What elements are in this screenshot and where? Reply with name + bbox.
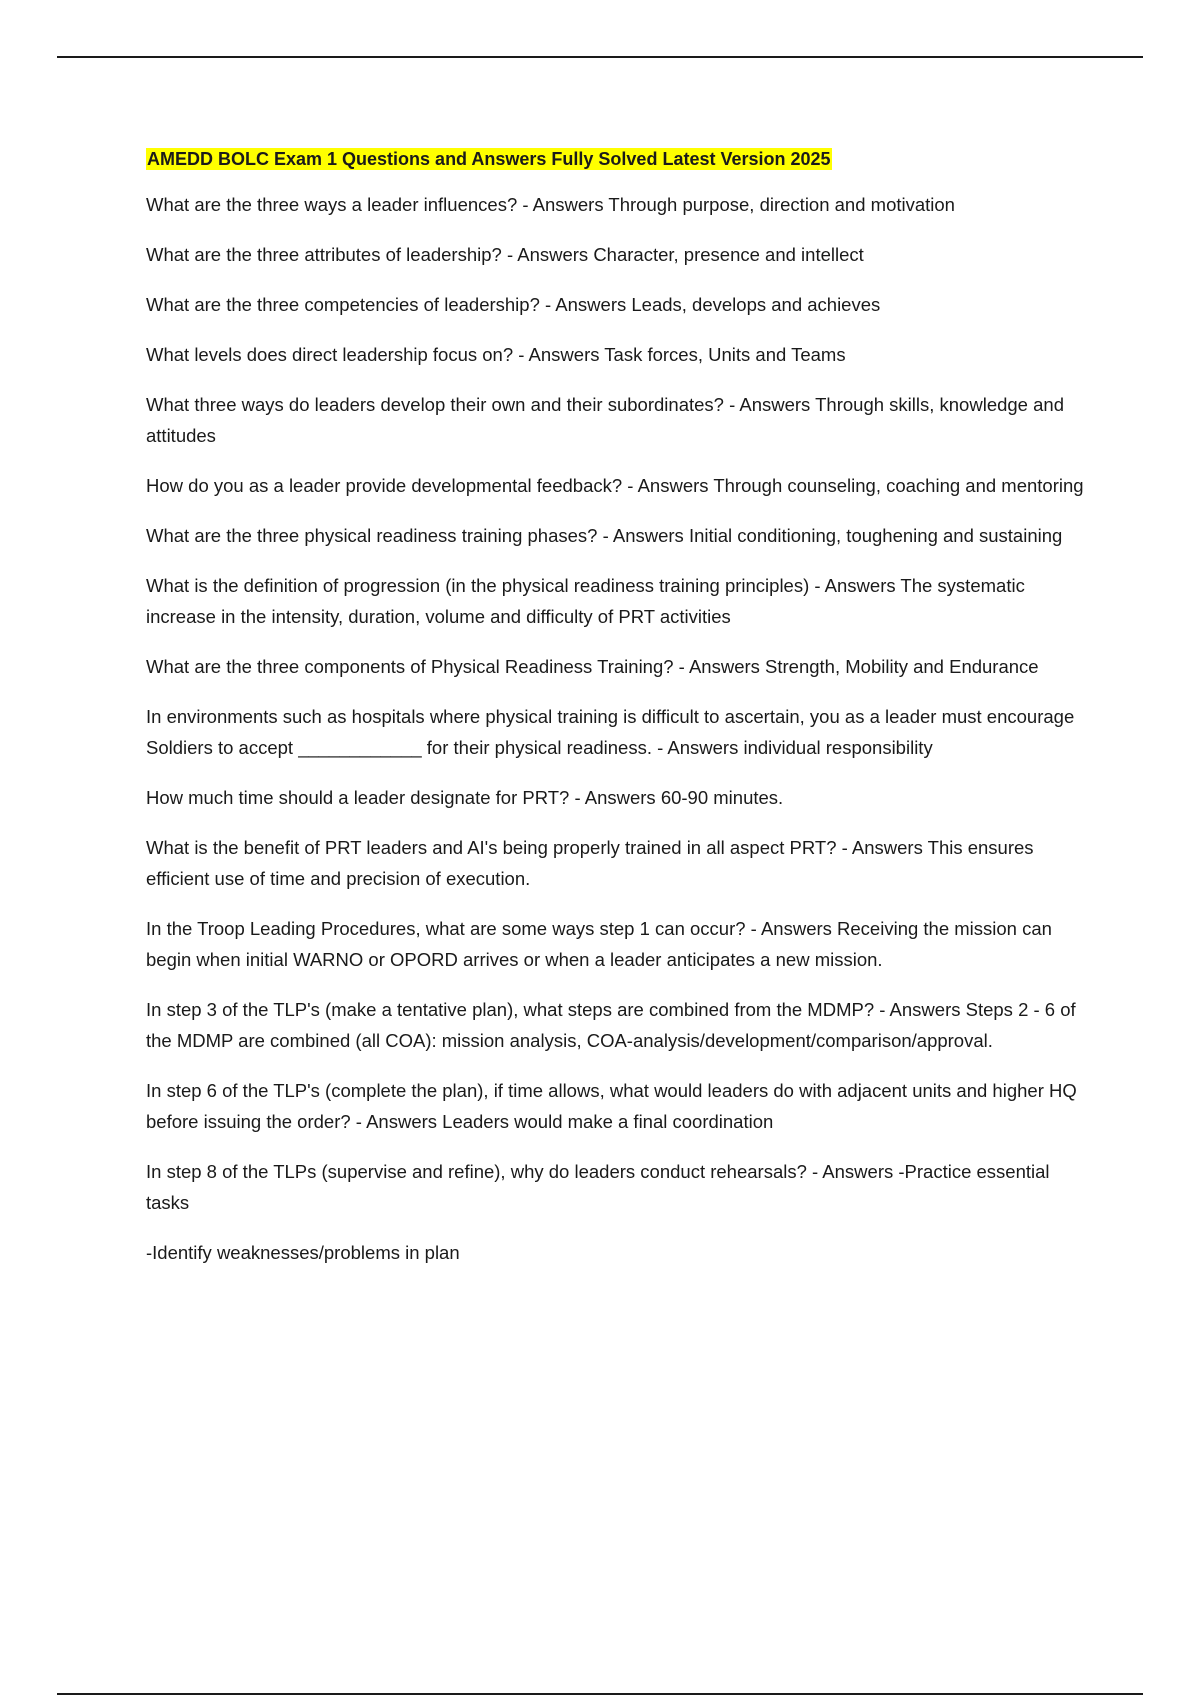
qa-paragraph: What are the three competencies of leadership? - Answers Leads, develops and achieves <box>146 294 881 315</box>
qa-paragraph: What three ways do leaders develop their own and their subordinates? - Answers Through skills, knowledge and attitudes <box>146 394 1064 446</box>
qa-paragraph: In step 3 of the TLP's (make a tentative plan), what steps are combined from the MDMP? - Answers Steps 2 - 6 of the MDMP are combined (all COA): mission analysis, COA-analysis/development/comparison/approval. <box>146 999 1076 1051</box>
header-rule <box>57 56 1143 58</box>
qa-paragraph: What levels does direct leadership focus on? - Answers Task forces, Units and Teams <box>146 344 846 365</box>
qa-paragraph: What are the three physical readiness training phases? - Answers Initial conditioning, toughening and sustaining <box>146 525 1063 546</box>
qa-paragraph: How do you as a leader provide developmental feedback? - Answers Through counseling, coaching and mentoring <box>146 475 1084 496</box>
qa-paragraph: In the Troop Leading Procedures, what are some ways step 1 can occur? - Answers Receiving the mission can begin when initial WARNO or OPORD arrives or when a leader anticipates a new mission. <box>146 918 1052 970</box>
qa-paragraph: How much time should a leader designate for PRT? - Answers 60-90 minutes. <box>146 787 784 808</box>
qa-paragraph: In step 6 of the TLP's (complete the plan), if time allows, what would leaders do with adjacent units and higher HQ before issuing the order? - Answers Leaders would make a final coordination <box>146 1080 1077 1132</box>
qa-paragraph: What are the three ways a leader influences? - Answers Through purpose, direction and motivation <box>146 194 955 215</box>
qa-paragraph: In step 8 of the TLPs (supervise and refine), why do leaders conduct rehearsals? - Answers -Practice essential tasks <box>146 1161 1050 1213</box>
qa-paragraph: -Identify weaknesses/problems in plan <box>146 1242 460 1263</box>
qa-paragraph: In environments such as hospitals where physical training is difficult to ascertain, you as a leader must encourage Soldiers to accept ____________ for their physical readiness. - Answers individual responsibility <box>146 706 1075 758</box>
qa-paragraph: What is the definition of progression (in the physical readiness training principles) - Answers The systematic increase in the intensity, duration, volume and difficulty of PRT activities <box>146 575 1025 627</box>
footer-rule <box>57 1693 1143 1695</box>
qa-paragraph: What is the benefit of PRT leaders and AI's being properly trained in all aspect PRT? - Answers This ensures efficient use of time and precision of execution. <box>146 837 1034 889</box>
document-title <box>146 145 1096 173</box>
document-title-highlight: AMEDD BOLC Exam 1 Questions and Answers Fully Solved Latest Version 2025 <box>147 149 831 169</box>
qa-paragraph: What are the three attributes of leadership? - Answers Character, presence and intellect <box>146 244 864 265</box>
document-body <box>146 145 1096 1287</box>
qa-paragraph: What are the three components of Physical Readiness Training? - Answers Strength, Mobility and Endurance <box>146 656 1039 677</box>
